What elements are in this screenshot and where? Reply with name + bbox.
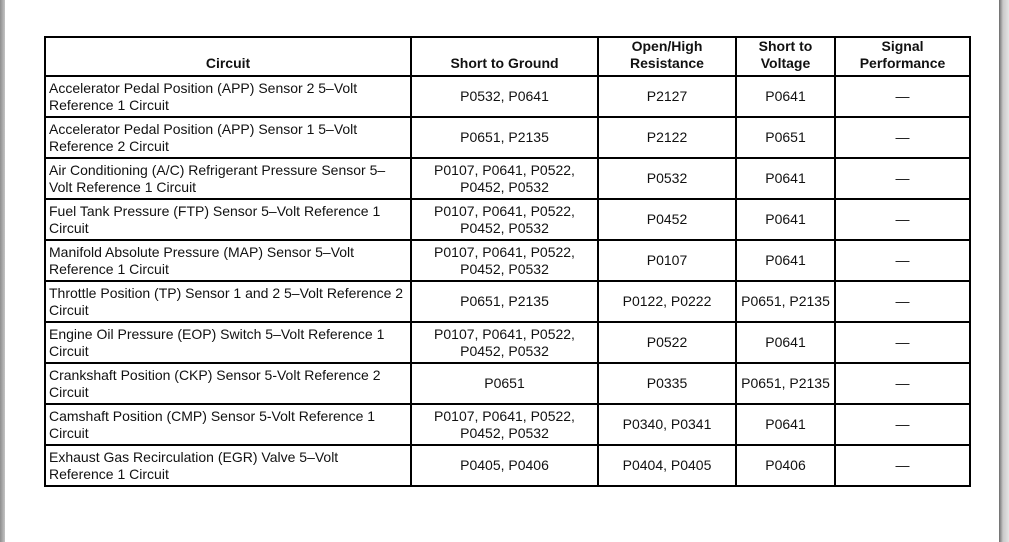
cell-signal-performance: — [835,240,970,281]
cell-short-to-ground: P0107, P0641, P0522, P0452, P0532 [411,240,598,281]
table-row [45,404,970,445]
cell-open-high-resistance: P2127 [598,76,736,117]
cell-short-to-voltage: P0641 [736,322,835,363]
cell-short-to-ground: P0107, P0641, P0522, P0452, P0532 [411,322,598,363]
cell-open-high-resistance: P0335 [598,363,736,404]
table-row [45,158,970,199]
header-circuit: Circuit [45,37,411,76]
cell-circuit: Accelerator Pedal Position (APP) Sensor 2 5–Volt Reference 1 Circuit [45,76,411,117]
cell-short-to-voltage: P0641 [736,404,835,445]
cell-signal-performance: — [835,445,970,486]
cell-short-to-ground: P0651, P2135 [411,117,598,158]
table-row [45,199,970,240]
dtc-circuit-table [44,36,971,487]
cell-circuit: Fuel Tank Pressure (FTP) Sensor 5–Volt Reference 1 Circuit [45,199,411,240]
cell-open-high-resistance: P2122 [598,117,736,158]
cell-short-to-ground: P0651, P2135 [411,281,598,322]
table-header-row [45,37,970,76]
table-row [45,363,970,404]
cell-signal-performance: — [835,199,970,240]
cell-open-high-resistance: P0532 [598,158,736,199]
cell-circuit: Throttle Position (TP) Sensor 1 and 2 5–Volt Reference 2 Circuit [45,281,411,322]
cell-short-to-voltage: P0641 [736,240,835,281]
cell-short-to-voltage: P0406 [736,445,835,486]
header-short-to-ground: Short to Ground [411,37,598,76]
header-signal-performance: Signal Performance [835,37,970,76]
cell-short-to-ground: P0405, P0406 [411,445,598,486]
cell-signal-performance: — [835,117,970,158]
cell-circuit: Accelerator Pedal Position (APP) Sensor 1 5–Volt Reference 2 Circuit [45,117,411,158]
table-row [45,322,970,363]
cell-open-high-resistance: P0404, P0405 [598,445,736,486]
cell-signal-performance: — [835,363,970,404]
cell-open-high-resistance: P0340, P0341 [598,404,736,445]
window-right-edge [999,0,1009,542]
cell-short-to-ground: P0532, P0641 [411,76,598,117]
cell-short-to-ground: P0651 [411,363,598,404]
cell-short-to-ground: P0107, P0641, P0522, P0452, P0532 [411,199,598,240]
header-open-high-resistance: Open/High Resistance [598,37,736,76]
cell-short-to-ground: P0107, P0641, P0522, P0452, P0532 [411,158,598,199]
cell-signal-performance: — [835,404,970,445]
cell-circuit: Engine Oil Pressure (EOP) Switch 5–Volt Reference 1 Circuit [45,322,411,363]
cell-short-to-voltage: P0641 [736,199,835,240]
table-row [45,117,970,158]
cell-circuit: Manifold Absolute Pressure (MAP) Sensor 5–Volt Reference 1 Circuit [45,240,411,281]
table-row [45,445,970,486]
table-row [45,281,970,322]
cell-circuit: Crankshaft Position (CKP) Sensor 5-Volt Reference 2 Circuit [45,363,411,404]
cell-short-to-voltage: P0651, P2135 [736,363,835,404]
cell-open-high-resistance: P0122, P0222 [598,281,736,322]
cell-signal-performance: — [835,76,970,117]
cell-open-high-resistance: P0107 [598,240,736,281]
table-body [45,76,970,486]
cell-short-to-voltage: P0641 [736,158,835,199]
cell-short-to-voltage: P0651 [736,117,835,158]
cell-signal-performance: — [835,322,970,363]
cell-signal-performance: — [835,158,970,199]
table-row [45,76,970,117]
cell-open-high-resistance: P0452 [598,199,736,240]
header-short-to-voltage: Short to Voltage [736,37,835,76]
cell-signal-performance: — [835,281,970,322]
cell-circuit: Air Conditioning (A/C) Refrigerant Pressure Sensor 5–Volt Reference 1 Circuit [45,158,411,199]
cell-short-to-ground: P0107, P0641, P0522, P0452, P0532 [411,404,598,445]
cell-short-to-voltage: P0641 [736,76,835,117]
cell-circuit: Exhaust Gas Recirculation (EGR) Valve 5–Volt Reference 1 Circuit [45,445,411,486]
cell-open-high-resistance: P0522 [598,322,736,363]
window-left-edge [0,0,5,542]
cell-short-to-voltage: P0651, P2135 [736,281,835,322]
cell-circuit: Camshaft Position (CMP) Sensor 5-Volt Reference 1 Circuit [45,404,411,445]
table-row [45,240,970,281]
